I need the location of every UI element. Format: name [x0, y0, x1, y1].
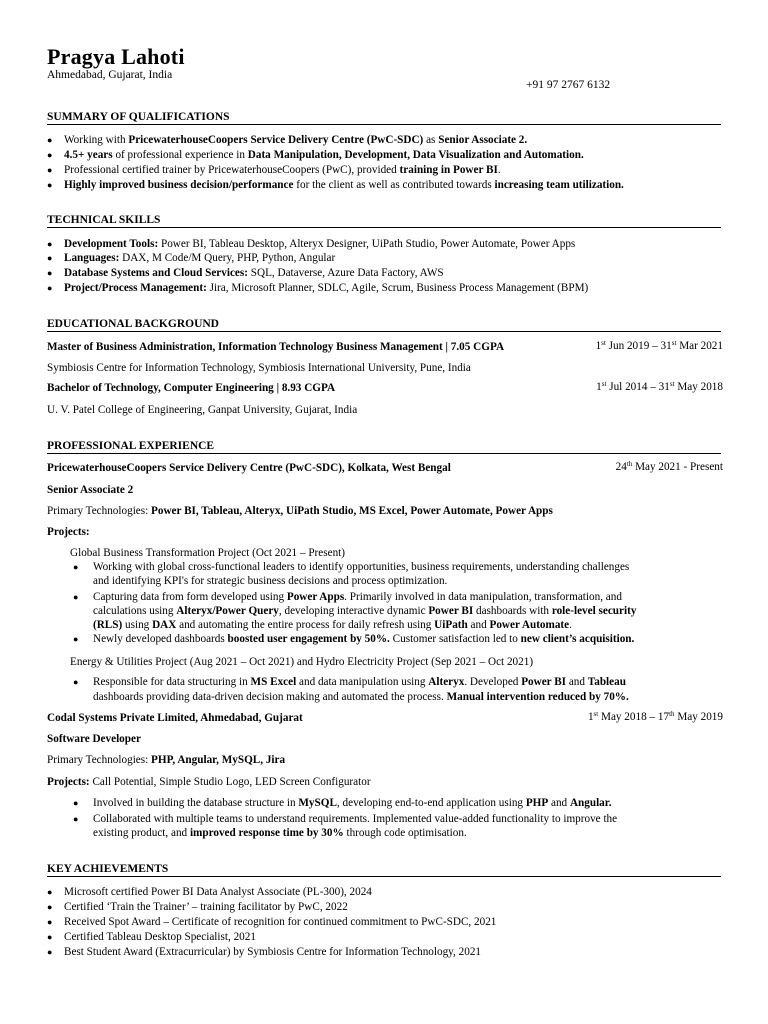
exp-date-codal: 1st May 2018 – 17th May 2019: [587, 710, 723, 723]
bullet: ●: [47, 253, 53, 263]
education-school-btech: U. V. Patel College of Engineering, Ganpat University, Gujarat, India: [47, 404, 358, 416]
bullet: ●: [47, 932, 53, 942]
candidate-phone: +91 97 2767 6132: [526, 79, 611, 91]
summary-item: Professional certified trainer by PricewaterhouseCoopers (PwC), provided training in Power BI.: [64, 164, 501, 176]
section-heading-summary: SUMMARY OF QUALIFICATIONS: [47, 110, 721, 125]
section-heading-achievements: KEY ACHIEVEMENTS: [47, 862, 721, 877]
summary-item: Highly improved business decision/performance for the client as well as contributed towards increasing team utilization.: [64, 179, 624, 191]
exp-bullet-energy-1: Responsible for data structuring in MS Excel and data manipulation using Alteryx. Developed Power BI and Tableau: [93, 676, 626, 688]
exp-role-pwc: Senior Associate 2: [47, 484, 134, 496]
skill-item: Development Tools: Power BI, Tableau Desktop, Alteryx Designer, UiPath Studio, Power Automate, Power Apps: [64, 238, 576, 250]
exp-date-pwc: 24th May 2021 - Present: [615, 460, 723, 473]
exp-company-codal: Codal Systems Private Limited, Ahmedabad, Gujarat: [47, 712, 303, 724]
bullet: ●: [73, 798, 79, 808]
education-degree-btech: Bachelor of Technology, Computer Engineering | 8.93 CGPA: [47, 382, 336, 394]
bullet: ●: [73, 677, 79, 687]
exp-bullet-codal-2-cont: existing product, and improved response time by 30% through code optimisation.: [93, 827, 467, 839]
bullet: ●: [47, 947, 53, 957]
achievement-item: Best Student Award (Extracurricular) by Symbiosis Centre for Information Technology, 2021: [64, 946, 482, 958]
achievement-item: Certified ‘Train the Trainer’ – training facilitator by PwC, 2022: [64, 901, 348, 913]
bullet: ●: [47, 283, 53, 293]
exp-tech-codal: Primary Technologies: PHP, Angular, MySQL, Jira: [47, 754, 286, 766]
summary-item: Working with PricewaterhouseCoopers Service Delivery Centre (PwC-SDC) as Senior Associate 2.: [64, 134, 528, 146]
section-heading-education: EDUCATIONAL BACKGROUND: [47, 317, 721, 332]
exp-bullet-gbt-2-cont2: (RLS) using DAX and automating the entire process for daily refresh using UiPath and Power Automate.: [93, 619, 572, 631]
exp-bullet-codal-2: Collaborated with multiple teams to understand requirements. Implemented value-added functionality to improve the: [93, 813, 618, 825]
bullet: ●: [47, 239, 53, 249]
bullet: ●: [47, 917, 53, 927]
education-date-mba: 1st Jun 2019 – 31st Mar 2021: [595, 339, 723, 352]
education-degree-mba: Master of Business Administration, Information Technology Business Management | 7.05 CGPA: [47, 341, 505, 353]
achievement-item: Microsoft certified Power BI Data Analyst Associate (PL-300), 2024: [64, 886, 372, 898]
bullet: ●: [73, 634, 79, 644]
exp-projects-codal: Projects: Call Potential, Simple Studio Logo, LED Screen Configurator: [47, 776, 371, 788]
exp-projects-label-pwc: Projects:: [47, 526, 90, 538]
project-title-energy: Energy & Utilities Project (Aug 2021 – Oct 2021) and Hydro Electricity Project (Sep 2021 – Oct 2021): [70, 656, 534, 668]
bullet: ●: [47, 165, 53, 175]
bullet: ●: [47, 902, 53, 912]
bullet: ●: [47, 268, 53, 278]
achievement-item: Received Spot Award – Certificate of recognition for continued commitment to PwC-SDC, 2021: [64, 916, 497, 928]
skill-item: Languages: DAX, M Code/M Query, PHP, Python, Angular: [64, 252, 336, 264]
achievement-item: Certified Tableau Desktop Specialist, 2021: [64, 931, 256, 943]
exp-tech-pwc: Primary Technologies: Power BI, Tableau, Alteryx, UiPath Studio, MS Excel, Power Automate, Power Apps: [47, 505, 553, 517]
project-title-gbt: Global Business Transformation Project (Oct 2021 – Present): [70, 547, 345, 559]
section-heading-skills: TECHNICAL SKILLS: [47, 213, 721, 228]
skill-item: Project/Process Management: Jira, Microsoft Planner, SDLC, Agile, Scrum, Business Process Management (BPM): [64, 282, 589, 294]
bullet: ●: [47, 887, 53, 897]
candidate-location: Ahmedabad, Gujarat, India: [47, 69, 173, 81]
bullet: ●: [73, 814, 79, 824]
bullet: ●: [47, 135, 53, 145]
exp-bullet-gbt-1-cont: and identifying KPI's for strategic business decisions and process optimization.: [93, 575, 448, 587]
bullet: ●: [47, 150, 53, 160]
exp-bullet-gbt-2-cont: calculations using Alteryx/Power Query, developing interactive dynamic Power BI dashboards with role-level security: [93, 605, 637, 617]
exp-bullet-gbt-3: Newly developed dashboards boosted user engagement by 50%. Customer satisfaction led to new client’s acquisition.: [93, 633, 635, 645]
skill-item: Database Systems and Cloud Services: SQL, Dataverse, Azure Data Factory, AWS: [64, 267, 444, 279]
section-heading-experience: PROFESSIONAL EXPERIENCE: [47, 439, 721, 454]
bullet: ●: [47, 180, 53, 190]
candidate-name: Pragya Lahoti: [47, 44, 185, 69]
exp-bullet-gbt-2: Capturing data from form developed using Power Apps. Primarily involved in data manipulation, transformation, and: [93, 591, 622, 603]
summary-item: 4.5+ years of professional experience in Data Manipulation, Development, Data Visualization and Automation.: [64, 149, 584, 161]
exp-bullet-codal-1: Involved in building the database structure in MySQL, developing end-to-end application using PHP and Angular.: [93, 797, 612, 809]
exp-company-pwc: PricewaterhouseCoopers Service Delivery Centre (PwC-SDC), Kolkata, West Bengal: [47, 462, 451, 474]
education-date-btech: 1st Jul 2014 – 31st May 2018: [596, 380, 723, 393]
education-school-mba: Symbiosis Centre for Information Technology, Symbiosis International University, Pune, India: [47, 362, 471, 374]
exp-role-codal: Software Developer: [47, 733, 141, 745]
exp-bullet-energy-1-cont: dashboards providing data-driven decision making and automated the process. Manual intervention reduced by 70%.: [93, 691, 629, 703]
exp-bullet-gbt-1: Working with global cross-functional leaders to identify opportunities, business requirements, understanding challenges: [93, 561, 630, 573]
bullet: ●: [73, 592, 79, 602]
bullet: ●: [73, 562, 79, 572]
